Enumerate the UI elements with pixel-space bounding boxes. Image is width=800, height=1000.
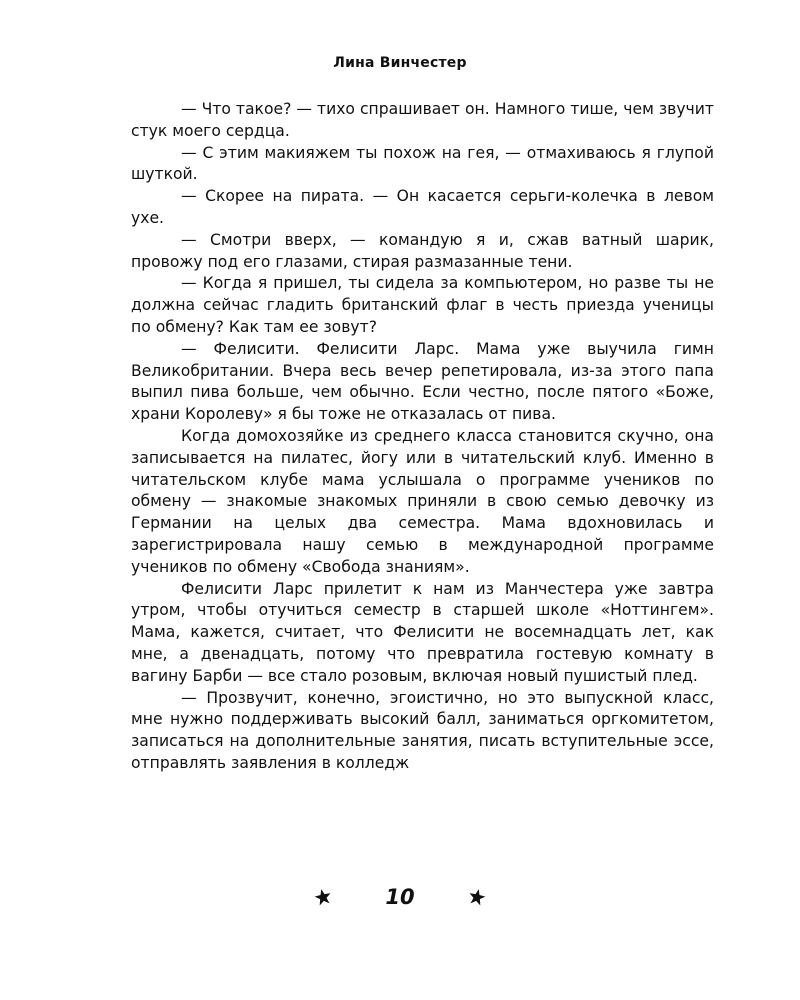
body-text xyxy=(131,99,714,775)
paragraph: — Фелисити. Фелисити Ларс. Мама уже выучила гимн Великобритании. Вчера весь вечер репетировала, из-за этого папа выпил пива больше, чем обычно. Если честно, после пятого «Боже, храни Королеву» я бы тоже не отказалась от пива. xyxy=(131,339,714,424)
running-head: Лина Винчестер xyxy=(333,55,467,71)
paragraph: — Когда я пришел, ты сидела за компьютером, но разве ты не должна сейчас гладить британский флаг в честь приезда ученицы по обмену? Как там ее зовут? xyxy=(131,274,714,336)
paragraph: Когда домохозяйке из среднего класса становится скучно, она записывается на пилатес, йогу или в читательский клуб. Именно в читательском клубе мама услышала о программе учеников по обмену — знакомые знакомых приняли в свою семью девочку из Германии на целых два семестра. Мама вдохновилась и зарегистрировала нашу семью в международной программе учеников по обмену «Свобода знаниям». xyxy=(131,426,714,576)
page-number: 10 xyxy=(385,885,415,909)
paragraph: — Смотри вверх, — командую я и, сжав ватный шарик, провожу под его глазами, стирая размазанные тени. xyxy=(131,230,714,271)
paragraph: — Скорее на пирата. — Он касается серьги-колечка в левом ухе. xyxy=(131,187,714,227)
paragraph: — Прозвучит, конечно, эгоистично, но это выпускной класс, мне нужно поддерживать высокий балл, заниматься оргкомитетом, записаться на дополнительные занятия, писать вступительные эссе, отправлять заявления в колледж xyxy=(131,688,714,772)
star-ornament-icon xyxy=(468,888,486,906)
paragraph: — С этим макияжем ты похож на гея, — отмахиваюсь я глупой шуткой. xyxy=(131,143,714,184)
paragraph: Фелисити Ларс прилетит к нам из Манчестера уже завтра утром, чтобы отучиться семестр в старшей школе «Ноттингем». Мама, кажется, считает, что Фелисити не восемнадцать лет, как мне, а двенадцать, потому что превратила гостевую комнату в вагину Барби — все стало розовым, включая новый пушистый плед. xyxy=(131,579,714,685)
paragraph: — Что такое? — тихо спрашивает он. Намного тише, чем звучит стук моего сердца. xyxy=(131,100,714,140)
star-ornament-icon xyxy=(314,888,332,906)
folio xyxy=(0,884,800,909)
